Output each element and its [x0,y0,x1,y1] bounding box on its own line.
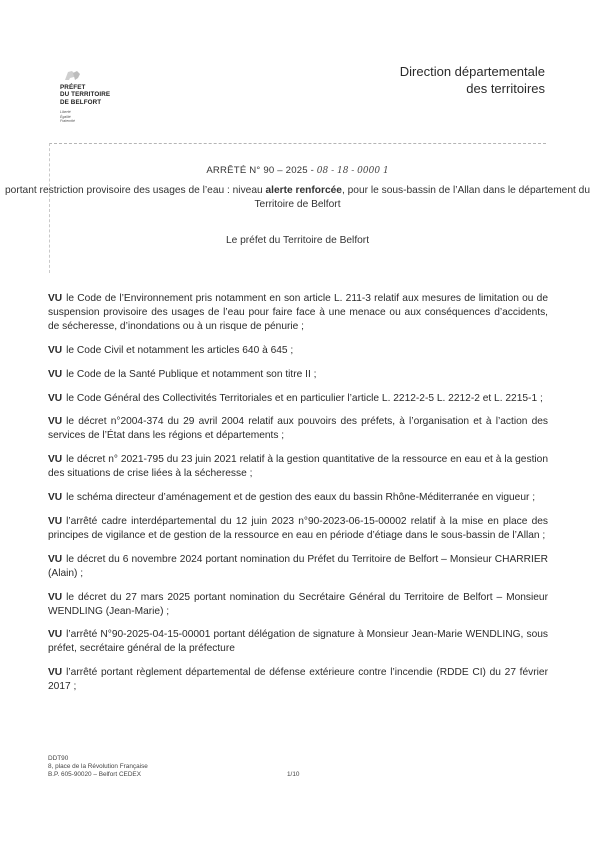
prefet-line-3: DE BELFORT [60,98,102,106]
visa-prefix: VU [48,515,63,527]
prefet-line-1: PRÉFET [60,84,86,91]
visa-prefix: VU [48,492,63,504]
visa-text: le Code Civil et notamment les articles 640 à 645 ; [66,344,294,356]
visa-prefix: VU [48,667,63,679]
visa-item [48,392,548,406]
visa-prefix: VU [48,629,63,641]
visa-prefix: VU [48,454,63,466]
prefet-line-2: DU TERRITOIRE [60,91,111,99]
visa-item [48,344,548,358]
visa-item [48,553,548,581]
signatory-line: Le préfet du Territoire de Belfort [225,235,370,246]
subject-alert-level: alerte renforcée [265,185,342,196]
visa-text: l’arrêté N°90-2025-04-15-00001 portant délégation de signature à Monsieur Jean-Marie WENDLING, sous préfet, secrétaire général de la préfecture [48,629,548,655]
footer-line-3: B.P. 605-90020 – Belfort CEDEX [48,771,141,779]
subject-part-2: , pour le sous-bassin de l’Allan dans le département du Territoire de Belfort [254,185,590,210]
visa-item [48,453,548,481]
marianne-logo-icon [64,70,82,81]
visa-item [48,591,548,619]
visa-item [48,415,548,443]
visa-item [48,368,548,382]
subject-part-1: portant restriction provisoire des usages de l’eau : niveau [5,185,266,196]
prefet-name [60,84,110,106]
visa-item [48,491,548,505]
direction-line-2: des territoires [466,81,545,96]
visa-item [48,628,548,656]
visa-prefix: VU [48,553,63,565]
footer-line-1: DDT90 [48,755,69,762]
visa-text: l’arrêté cadre interdépartemental du 12 juin 2023 n°90-2023-06-15-00002 relatif à la mise en place des principes de vigilance et de gestion de la ressource en eau en période d’étiage dans le sous-bassin de l’Allan ; [48,515,548,541]
visa-text: le Code de la Santé Publique et notamment son titre II ; [66,368,317,380]
visa-prefix: VU [48,293,63,304]
visa-prefix: VU [48,591,63,603]
arrete-number-printed: ARRÊTÉ N° 90 – 2025 - [206,165,315,176]
visa-item [48,515,548,543]
visa-prefix: VU [48,392,63,404]
visa-prefix: VU [48,344,63,356]
page-number: 1/10 [287,771,300,778]
visa-text: le schéma directeur d’aménagement et de gestion des eaux du bassin Rhône-Méditerranée en vigueur ; [66,492,536,504]
visa-text: l’arrêté portant règlement départemental de défense extérieure contre l’incendie (RDDE CI) du 27 février 2017 ; [48,667,548,693]
visa-text: le Code de l’Environnement pris notamment en son article L. 211-3 relatif aux mesures de limitation ou de suspension provisoire des usages de l’eau pour faire face à une menace ou aux conséquences d’accidents, de sécheresse, d’inondations ou à un risque de pénurie ; [48,293,548,332]
visa-text: le décret n°2004-374 du 29 avril 2004 relatif aux pouvoirs des préfets, à l’organisation et à l’action des services de l’État dans les régions et départements ; [48,416,548,442]
arrete-number [0,165,595,176]
visa-prefix: VU [48,416,63,428]
visa-item [48,292,548,334]
direction-line-1: Direction départementale [399,64,545,79]
arrete-number-handwritten: 08 - 18 - 0000 1 [316,166,389,176]
visas-list [48,292,548,704]
issuing-direction [400,63,545,97]
visa-text: le Code Général des Collectivités Territoriales et en particulier l’article L. 2212-2-5 L. 2212-2 et L. 2215-1 ; [66,392,543,404]
visa-prefix: VU [48,368,63,380]
motto-line-3: Fraternité [60,119,75,124]
motto-line-2: Égalité [60,114,71,119]
visa-text: le décret du 6 novembre 2024 portant nomination du Préfet du Territoire de Belfort – Monsieur CHARRIER (Alain) ; [48,553,548,579]
republic-motto [60,110,75,124]
footer-address [48,755,148,780]
visa-text: le décret n° 2021-795 du 23 juin 2021 relatif à la gestion quantitative de la ressource en eau et à la gestion des situations de crise liées à la sécheresse ; [48,454,548,480]
footer-line-2: 8, place de la Révolution Française [48,763,148,771]
visa-text: le décret du 27 mars 2025 portant nomination du Secrétaire Général du Territoire de Belfort – Monsieur WENDLING (Jean-Marie) ; [48,591,548,617]
motto-line-1: Liberté [60,110,71,114]
arrete-subject [0,184,595,212]
visa-item [48,666,548,694]
